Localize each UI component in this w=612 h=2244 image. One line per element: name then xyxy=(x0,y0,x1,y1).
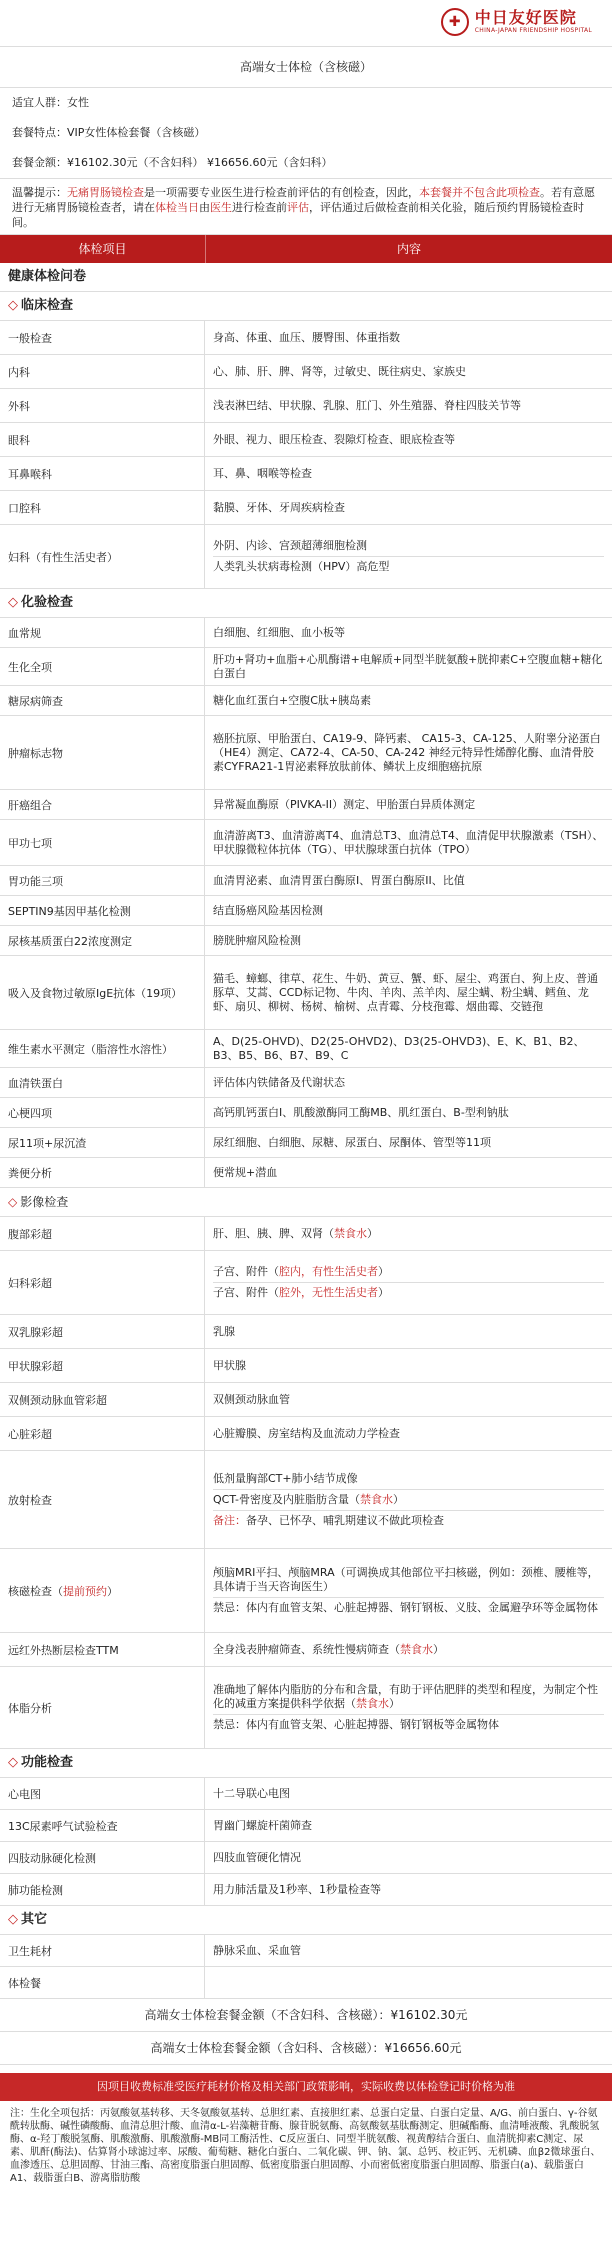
table-row xyxy=(0,926,612,956)
gyn-us-2b: 腔外，无性生活史者 xyxy=(279,1286,378,1299)
radio-3b: 备孕、已怀孕、哺乳期建议不做此项检查 xyxy=(246,1513,444,1527)
gyn-us-2c: ） xyxy=(378,1286,389,1299)
item-name: 肺功能检测 xyxy=(0,1874,205,1905)
item-name xyxy=(0,1549,205,1632)
item-name: 肿瘤标志物 xyxy=(0,716,205,789)
info-price xyxy=(12,148,600,178)
item-content xyxy=(205,1967,612,1998)
item-content: 胃幽门螺旋杆菌筛查 xyxy=(213,1818,312,1832)
radio-2c: ） xyxy=(393,1492,405,1506)
section-other xyxy=(0,1906,612,1935)
section-lab xyxy=(0,589,612,618)
diamond-icon: ◇ xyxy=(8,1755,18,1770)
item-content: 静脉采血、采血管 xyxy=(213,1943,301,1957)
section-imaging-label: 影像检查 xyxy=(20,1195,69,1209)
notice-p6: 体检当日 xyxy=(155,201,199,214)
notice-p7: 由 xyxy=(199,201,210,214)
item-content: 身高、体重、血压、腰臀围、体重指数 xyxy=(213,330,400,344)
table-row xyxy=(0,1315,612,1349)
item-name: 一般检查 xyxy=(0,321,205,354)
item-name: 粪便分析 xyxy=(0,1158,205,1187)
section-function-label: 功能检查 xyxy=(21,1755,74,1770)
item-name: 甲功七项 xyxy=(0,820,205,865)
table-row xyxy=(0,866,612,896)
item-name: 双乳腺彩超 xyxy=(0,1315,205,1348)
questionnaire-heading: 健康体检问卷 xyxy=(0,263,612,292)
notice-p4: 本套餐并不包含此项检查 xyxy=(419,186,540,199)
table-row xyxy=(0,1030,612,1068)
table-row xyxy=(0,423,612,457)
table-row xyxy=(0,1967,612,1999)
table-row xyxy=(0,1451,612,1549)
gyn-content-1: 外阴、内诊、宫颈超薄细胞检测 xyxy=(213,539,367,552)
table-row xyxy=(0,1251,612,1315)
item-content: 癌胚抗原、甲胎蛋白、CA19-9、降钙素、 CA15-3、CA-125、人附睾分泌蛋白（HE4）测定、CA72-4、CA-50、CA-242 神经元特异性烯醇化酶、血清骨胶素CYFRA21-1胃泌素释放肽前体、鳞状上皮细胞癌抗原 xyxy=(213,731,601,773)
table-row xyxy=(0,1349,612,1383)
gyn-us-line2 xyxy=(213,1286,604,1300)
item-content xyxy=(205,1549,612,1632)
table-row xyxy=(0,1417,612,1451)
item-name: 卫生耗材 xyxy=(0,1935,205,1966)
table-row xyxy=(0,790,612,820)
table-row xyxy=(0,1128,612,1158)
hospital-emblem-icon: ✚ xyxy=(441,8,469,36)
body-line2: 禁忌：体内有血管支架、心脏起搏器、钢钉钢板等金属物体 xyxy=(213,1718,499,1731)
diamond-icon: ◇ xyxy=(8,595,18,610)
package-info xyxy=(0,88,612,179)
table-header-content: 内容 xyxy=(205,235,612,263)
item-name: 远红外热断层检查TTM xyxy=(0,1633,205,1666)
table-row xyxy=(0,1383,612,1417)
item-content xyxy=(205,1667,612,1748)
logo-en: CHINA-JAPAN FRIENDSHIP HOSPITAL xyxy=(474,27,592,34)
info-feature: 套餐特点：VIP女性体检套餐（含核磁） xyxy=(12,126,206,139)
section-other-label: 其它 xyxy=(21,1912,48,1927)
price-label: 套餐金额： xyxy=(12,156,67,169)
item-content xyxy=(205,1451,612,1548)
item-content: 白细胞、红细胞、血小板等 xyxy=(213,625,345,639)
item-name: 尿11项+尿沉渣 xyxy=(0,1128,205,1157)
table-row xyxy=(0,1874,612,1906)
item-content: 便常规+潜血 xyxy=(213,1165,278,1179)
total-price-2: 高端女士体检套餐金额（含妇科、含核磁）：¥16656.60元 xyxy=(0,2032,612,2065)
item-name: 肝癌组合 xyxy=(0,790,205,819)
item-content: 外眼、视力、眼压检查、裂隙灯检查、眼底检查等 xyxy=(213,432,455,446)
price-value: ¥16102.30元（不含妇科） ¥16656.60元（含妇科） xyxy=(67,156,333,169)
info-crowd: 适宜人群：女性 xyxy=(12,96,89,109)
item-content xyxy=(205,1251,612,1314)
section-function xyxy=(0,1749,612,1778)
item-content: A、D(25-OHVD)、D2(25-OHVD2)、D3(25-OHVD3)、E、K、B1、B2、B3、B5、B6、B7、B9、C xyxy=(213,1034,585,1062)
table-row xyxy=(0,896,612,926)
radio-3a: 备注： xyxy=(213,1513,246,1527)
item-name: 口腔科 xyxy=(0,491,205,524)
divider xyxy=(213,1510,604,1511)
item-content: 四肢血管硬化情况 xyxy=(213,1850,301,1864)
table-row xyxy=(0,389,612,423)
item-name: 血清铁蛋白 xyxy=(0,1068,205,1097)
gyn-us-line1 xyxy=(213,1265,604,1279)
mri-c: ） xyxy=(107,1584,118,1598)
divider xyxy=(213,1489,604,1490)
table-row xyxy=(0,648,612,686)
notice-p1: 温馨提示： xyxy=(12,186,67,199)
table-header xyxy=(0,235,612,263)
item-name: 糖尿病筛查 xyxy=(0,686,205,715)
warm-notice xyxy=(0,179,612,235)
item-content: 心、肺、肝、脾、肾等，过敏史、既往病史、家族史 xyxy=(213,364,466,378)
section-imaging xyxy=(0,1188,612,1217)
table-row xyxy=(0,956,612,1030)
table-row xyxy=(0,1068,612,1098)
gyn-us-1b: 腔内，有性生活史者 xyxy=(279,1265,378,1278)
item-name: 四肢动脉硬化检测 xyxy=(0,1842,205,1873)
item-name: 放射检查 xyxy=(0,1451,205,1548)
table-row xyxy=(0,1098,612,1128)
item-content: 异常凝血酶原（PIVKA-II）测定、甲胎蛋白异质体测定 xyxy=(213,797,476,811)
item-name: 眼科 xyxy=(0,423,205,456)
table-row xyxy=(0,321,612,355)
table-row xyxy=(0,1217,612,1251)
item-name: 甲状腺彩超 xyxy=(0,1349,205,1382)
table-row xyxy=(0,1633,612,1667)
radio-line2 xyxy=(213,1493,604,1507)
item-content: 用力肺活量及1秒率、1秒量检查等 xyxy=(213,1882,381,1896)
divider xyxy=(213,556,604,557)
item-name: 耳鼻喉科 xyxy=(0,457,205,490)
gyn-content-2: 人类乳头状病毒检测（HPV）高危型 xyxy=(213,560,390,573)
item-name: 13C尿素呼气试验检查 xyxy=(0,1810,205,1841)
notice-p5: 。若有意愿进行无痛胃肠镜检查者，请在 xyxy=(12,186,595,214)
item-name: 血常规 xyxy=(0,618,205,647)
item-content: 高钙肌钙蛋白I、肌酸激酶同工酶MB、肌红蛋白、B-型利钠肽 xyxy=(213,1105,509,1119)
item-name: 双侧颈动脉血管彩超 xyxy=(0,1383,205,1416)
table-row xyxy=(0,1810,612,1842)
item-name: 心电图 xyxy=(0,1778,205,1809)
logo-cn: 中日友好医院 xyxy=(474,8,577,27)
notice-p3: 是一项需要专业医生进行检查前评估的有创检查，因此， xyxy=(144,186,419,199)
notice-p8: 医生 xyxy=(210,201,232,214)
section-clinical-label: 临床检查 xyxy=(21,298,74,313)
item-content: 膀胱肿瘤风险检测 xyxy=(213,933,301,947)
item-name: 妇科（有性生活史者） xyxy=(0,525,205,588)
item-content: 猫毛、蟑螂、律草、花生、牛奶、黄豆、蟹、虾、屋尘、鸡蛋白、狗上皮、普通豚草、艾蒿、CCD标记物、牛肉、羊肉、羔羊肉、屋尘螨、粉尘螨、鳕鱼、龙虾、扇贝、柳树、杨树、榆树、点青霉、分枝孢霉、烟曲霉、交链孢 xyxy=(213,971,598,1013)
abd-a: 肝、胆、胰、脾、双肾（ xyxy=(213,1226,334,1240)
item-content: 浅表淋巴结、甲状腺、乳腺、肛门、外生殖器、脊柱四肢关节等 xyxy=(213,398,521,412)
item-content: 肝功+肾功+血脂+心肌酶谱+电解质+同型半胱氨酸+胱抑素C+空腹血糖+糖化白蛋白 xyxy=(213,652,603,680)
table-row xyxy=(0,1778,612,1810)
item-content: 乳腺 xyxy=(213,1324,235,1338)
section-clinical xyxy=(0,292,612,321)
mri-b: 提前预约 xyxy=(63,1584,107,1598)
divider xyxy=(213,1282,604,1283)
total-price-1: 高端女士体检套餐金额（不含妇科、含核磁）：¥16102.30元 xyxy=(0,1999,612,2032)
item-content xyxy=(205,1633,612,1666)
notice-p2: 无痛胃肠镜检查 xyxy=(67,186,144,199)
table-row xyxy=(0,1549,612,1633)
section-lab-label: 化验检查 xyxy=(21,595,74,610)
footnote: 注：生化全项包括：丙氨酸氨基转移、天冬氨酸氨基转、总胆红素、直接胆红素、总蛋白定量、白蛋白定量、A/G、前白蛋白、γ-谷氨酰转肽酶、碱性磷酸酶、血清总胆汁酸、血清α-L-岩藻糖苷酶、腺苷脱氨酶、高氨酸氨基肽酶测定、胆碱酯酶、血清唾液酸、乳酸脱氢酶、α-羟丁酸脱氢酶、肌酸激酶、肌酸激酶-MB同工酶活性、C反应蛋白、同型半胱氨酸、视黄醇结合蛋白、血清胱抑素C测定、尿素、肌酐(酶法)、估算肾小球滤过率、尿酸、葡萄糖、糖化白蛋白、二氧化碳、钾、钠、氯、总钙、校正钙、无机磷、血β2微球蛋白、血渗透压、总胆固醇、甘油三酯、高密度脂蛋白胆固醇、低密度脂蛋白胆固醇、小而密低密度脂蛋白胆固醇、脂蛋白(a)、载脂蛋白A1、载脂蛋白B、游离脂肪酸 xyxy=(10,2108,601,2184)
notice-p9: 进行检查前 xyxy=(232,201,287,214)
item-name: 体检餐 xyxy=(0,1967,205,1998)
hospital-logo xyxy=(441,8,592,36)
table-row xyxy=(0,1935,612,1967)
item-content: 评估体内铁储备及代谢状态 xyxy=(213,1075,345,1089)
table-row xyxy=(0,491,612,525)
logo-text xyxy=(475,9,592,35)
item-name: 尿核基质蛋白22浓度测定 xyxy=(0,926,205,955)
abd-c: ） xyxy=(367,1226,378,1240)
gyn-us-1a: 子宫、附件（ xyxy=(213,1265,279,1278)
item-content xyxy=(205,525,612,588)
table-row xyxy=(0,457,612,491)
item-name: 体脂分析 xyxy=(0,1667,205,1748)
diamond-icon: ◇ xyxy=(8,1912,18,1927)
item-name: 胃功能三项 xyxy=(0,866,205,895)
notice-p11: ，评估通过后做检查前相关化验，随后预约胃肠镜检查时间。 xyxy=(12,201,584,229)
fasting-note: 禁食水 xyxy=(360,1492,394,1506)
item-name: 心梗四项 xyxy=(0,1098,205,1127)
item-content: 血清胃泌素、血清胃蛋白酶原I、胃蛋白酶原II、比值 xyxy=(213,873,465,887)
fasting-note: 禁食水 xyxy=(400,1642,433,1656)
body-1a: 准确地了解体内脂肪的分布和含量，有助于评估肥胖的类型和程度，为制定个性化的减重方案提供科学依据（ xyxy=(213,1683,598,1710)
table-row xyxy=(0,1158,612,1188)
radio-2a: QCT-骨密度及内脏脂肪含量（ xyxy=(213,1492,361,1506)
fasting-note: 禁食水 xyxy=(356,1697,389,1710)
item-content: 尿红细胞、白细胞、尿糖、尿蛋白、尿酮体、管型等11项 xyxy=(213,1135,491,1149)
item-content: 十二导联心电图 xyxy=(213,1786,290,1800)
diamond-icon: ◇ xyxy=(8,1195,18,1209)
item-content: 甲状腺 xyxy=(213,1358,246,1372)
item-name: 腹部彩超 xyxy=(0,1217,205,1250)
table-row xyxy=(0,525,612,589)
mri-line2: 禁忌：体内有血管支架、心脏起搏器、钢钉钢板、义肢、金属避孕环等金属物体 xyxy=(213,1601,598,1614)
radio-line3 xyxy=(213,1514,604,1528)
ttm-a: 全身浅表肿瘤筛查、系统性慢病筛查（ xyxy=(213,1642,400,1656)
item-content xyxy=(205,1217,612,1250)
item-name: 妇科彩超 xyxy=(0,1251,205,1314)
fasting-note: 禁食水 xyxy=(334,1226,367,1240)
page-title: 高端女士体检（含核磁） xyxy=(0,47,612,88)
table-row xyxy=(0,686,612,716)
item-content: 耳、鼻、咽喉等检查 xyxy=(213,466,312,480)
gyn-us-2a: 子宫、附件（ xyxy=(213,1286,279,1299)
item-name: 外科 xyxy=(0,389,205,422)
item-name: SEPTIN9基因甲基化检测 xyxy=(0,896,205,925)
mri-line1: 颅脑MRI平扫、颅脑MRA（可调换成其他部位平扫核磁，例如：颈椎、腰椎等，具体请于当天咨询医生） xyxy=(213,1566,599,1593)
body-1c: ） xyxy=(389,1697,400,1710)
table-row xyxy=(0,716,612,790)
item-name: 内科 xyxy=(0,355,205,388)
table-header-item: 体检项目 xyxy=(78,242,127,256)
gyn-us-1c: ） xyxy=(378,1265,389,1278)
item-content: 糖化血红蛋白+空腹C肽+胰岛素 xyxy=(213,693,372,707)
header xyxy=(0,0,612,47)
divider xyxy=(213,1714,604,1715)
diamond-icon: ◇ xyxy=(8,298,18,313)
notice-p10: 评估 xyxy=(287,201,309,214)
table-row xyxy=(0,618,612,648)
divider xyxy=(213,1597,604,1598)
item-name: 生化全项 xyxy=(0,648,205,685)
item-name: 维生素水平测定（脂溶性水溶性） xyxy=(0,1030,205,1067)
table-row xyxy=(0,1667,612,1749)
body-line1 xyxy=(213,1683,604,1711)
table-row xyxy=(0,1842,612,1874)
item-content: 心脏瓣膜、房室结构及血流动力学检查 xyxy=(213,1426,400,1440)
item-content: 双侧颈动脉血管 xyxy=(213,1392,290,1406)
table-row xyxy=(0,355,612,389)
mri-a: 核磁检查（ xyxy=(8,1584,63,1598)
item-name: 心脏彩超 xyxy=(0,1417,205,1450)
item-content: 黏膜、牙体、牙周疾病检查 xyxy=(213,500,345,514)
item-content: 结直肠癌风险基因检测 xyxy=(213,903,323,917)
abd-content xyxy=(213,1227,604,1241)
ttm-c: ） xyxy=(433,1642,444,1656)
item-content: 血清游离T3、血清游离T4、血清总T3、血清总T4、血清促甲状腺激素（TSH）、甲状腺微粒体抗体（TG）、甲状腺球蛋白抗体（TPO） xyxy=(213,828,604,856)
ttm-content xyxy=(213,1643,604,1657)
radio-line1: 低剂量胸部CT+肺小结节成像 xyxy=(213,1471,358,1485)
price-disclaimer-banner: 因项目收费标准受医疗耗材价格及相关部门政策影响，实际收费以体检登记时价格为准 xyxy=(0,2073,612,2101)
item-name: 吸入及食物过敏原IgE抗体（19项） xyxy=(0,956,205,1029)
table-row xyxy=(0,820,612,866)
